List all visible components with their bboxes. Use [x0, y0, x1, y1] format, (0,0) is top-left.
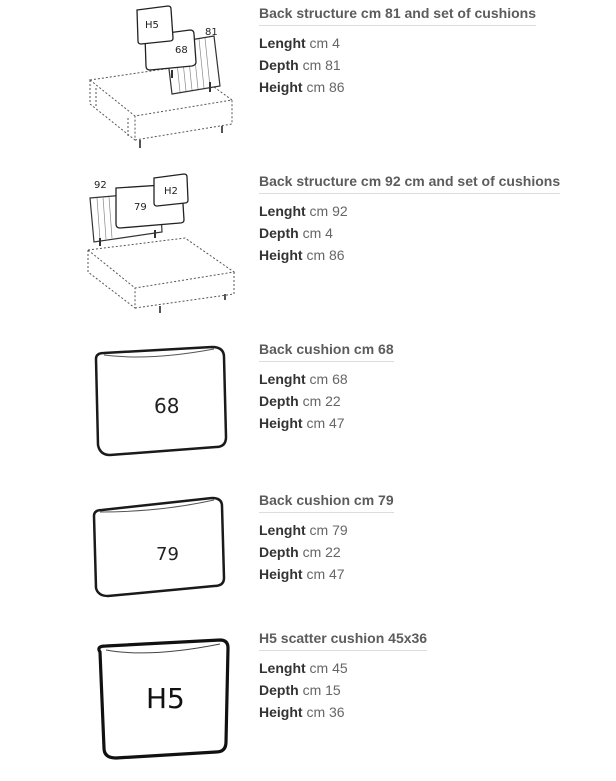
spec-value: cm 47: [306, 566, 345, 582]
spec-value: cm 15: [302, 682, 341, 698]
spec-height: [259, 701, 427, 723]
spec-value: cm 81: [302, 57, 341, 73]
product-back-structure-81: [0, 0, 616, 160]
spec-label: Lenght: [259, 371, 306, 387]
spec-value: cm 4: [309, 35, 340, 51]
spec-height: [259, 76, 536, 98]
product-title: Back structure cm 81 and set of cushions: [259, 5, 536, 26]
spec-depth: [259, 679, 427, 701]
drawing-label: 81: [205, 27, 218, 38]
spec-label: Depth: [259, 225, 299, 241]
spec-label: Lenght: [259, 522, 306, 538]
spec-label: Height: [259, 247, 303, 263]
spec-value: cm 68: [309, 371, 348, 387]
spec-value: cm 36: [306, 704, 345, 720]
drawing-label: 68: [175, 45, 188, 56]
spec-label: Lenght: [259, 35, 306, 51]
spec-value: cm 45: [309, 660, 348, 676]
spec-list: [259, 200, 560, 266]
spec-list: [259, 657, 427, 723]
back-structure-92-drawing: [0, 168, 250, 318]
spec-length: [259, 368, 394, 390]
spec-label: Height: [259, 79, 303, 95]
spec-height: [259, 244, 560, 266]
drawing-label: 68: [154, 394, 180, 418]
product-title: Back cushion cm 79: [259, 492, 394, 513]
spec-length: [259, 657, 427, 679]
spec-depth: [259, 54, 536, 76]
product-title: H5 scatter cushion 45x36: [259, 630, 427, 651]
spec-length: [259, 32, 536, 54]
product-back-structure-92: [0, 168, 616, 318]
spec-label: Height: [259, 704, 303, 720]
spec-depth: [259, 541, 394, 563]
product-info: [259, 492, 394, 585]
spec-value: cm 86: [306, 79, 345, 95]
drawing-label: 79: [156, 544, 179, 565]
back-cushion-68-drawing: [0, 335, 250, 465]
product-info: [259, 341, 394, 434]
product-back-cushion-68: [0, 335, 616, 465]
spec-list: [259, 368, 394, 434]
spec-depth: [259, 390, 394, 412]
drawing-label: 92: [94, 180, 107, 191]
spec-height: [259, 412, 394, 434]
back-cushion-79-drawing: [0, 486, 250, 606]
spec-value: cm 22: [302, 544, 341, 560]
product-title: Back structure cm 92 cm and set of cushions: [259, 173, 560, 194]
spec-value: cm 47: [306, 415, 345, 431]
product-info: [259, 5, 536, 98]
spec-label: Height: [259, 415, 303, 431]
spec-label: Depth: [259, 393, 299, 409]
drawing-label: H5: [146, 682, 185, 715]
spec-label: Depth: [259, 57, 299, 73]
spec-label: Lenght: [259, 203, 306, 219]
spec-height: [259, 563, 394, 585]
drawing-label: H5: [145, 20, 159, 31]
spec-length: [259, 200, 560, 222]
spec-label: Depth: [259, 544, 299, 560]
spec-label: Lenght: [259, 660, 306, 676]
spec-value: cm 22: [302, 393, 341, 409]
spec-value: cm 86: [306, 247, 345, 263]
product-info: [259, 630, 427, 723]
spec-length: [259, 519, 394, 541]
h5-scatter-cushion-drawing: [0, 624, 250, 781]
spec-label: Depth: [259, 682, 299, 698]
spec-list: [259, 32, 536, 98]
product-back-cushion-79: [0, 486, 616, 606]
product-info: [259, 173, 560, 266]
product-h5-scatter-cushion: [0, 624, 616, 781]
drawing-label: H2: [164, 186, 178, 197]
spec-value: cm 4: [302, 225, 333, 241]
spec-value: cm 92: [309, 203, 348, 219]
spec-depth: [259, 222, 560, 244]
spec-label: Height: [259, 566, 303, 582]
drawing-label: 79: [134, 202, 147, 213]
spec-list: [259, 519, 394, 585]
spec-value: cm 79: [309, 522, 348, 538]
product-title: Back cushion cm 68: [259, 341, 394, 362]
back-structure-81-drawing: [0, 0, 250, 160]
